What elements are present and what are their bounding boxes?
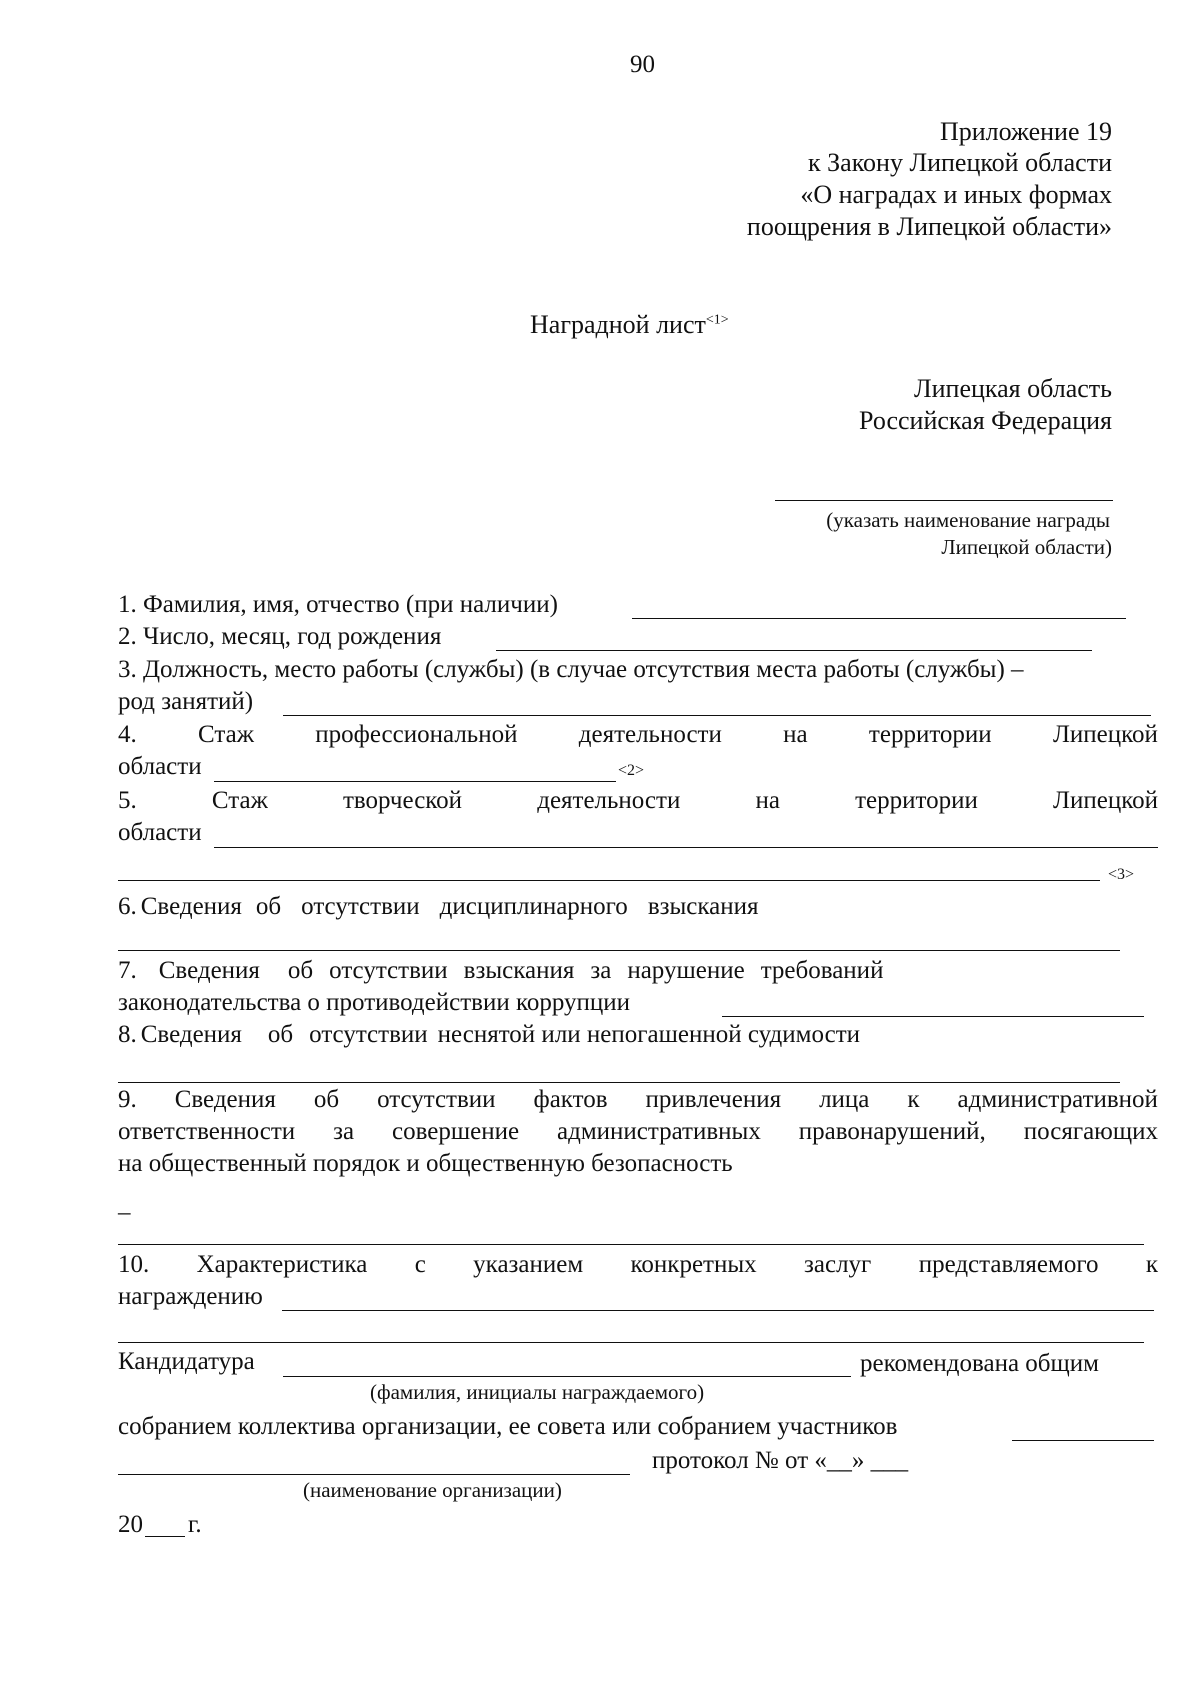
region-line-1: Липецкая область [913,374,1112,403]
item-10-word: указанием [473,1251,584,1278]
item-3-label: 3. Должность, место работы (службы) (в случае отсутствия места работы (службы) – [118,656,1024,683]
item-4-word: 4. [118,721,137,748]
item-5-word: 5. [118,787,137,814]
item-4-label [118,720,1158,750]
item-6-label [118,892,759,922]
item-4-word: деятельности [578,721,722,748]
year-suffix: г. [188,1511,202,1538]
item-10-word: 10. [118,1251,150,1278]
item-2-field[interactable] [496,650,1092,651]
item-9-word: лица [819,1086,870,1113]
item-9-dash: – [118,1199,131,1226]
item-9-word: фактов [533,1086,608,1113]
item-5-word: творческой [342,787,463,814]
item-7-word: об [287,957,314,984]
appendix-line-4: поощрения в Липецкой области» [746,212,1112,241]
year-field[interactable] [145,1536,185,1537]
item-5-field-2[interactable] [118,880,1100,881]
organization-field[interactable] [118,1474,630,1475]
item-5-label [118,786,1158,816]
item-5-word: Липецкой [1053,787,1158,814]
item-9-word: ответственности [118,1118,296,1145]
item-6-word: отсутствии [301,893,420,920]
item-7-word: отсутствии [329,957,448,984]
item-8-field[interactable] [118,1082,1120,1083]
item-8-label [118,1020,860,1050]
item-4-field[interactable] [214,781,616,782]
item-10-field-1[interactable] [282,1310,1154,1311]
item-7-field[interactable] [722,1016,1144,1017]
item-6-field[interactable] [118,950,1120,951]
item-8-word: отсутствии [309,1021,428,1048]
appendix-line-3: «О наградах и иных формах [800,180,1112,209]
item-7-word: за [590,957,612,984]
item-4-word: Стаж [198,721,254,748]
item-7-label-cont: законодательства о противодействии коррупции [118,989,631,1016]
item-9-field[interactable] [118,1244,1144,1245]
item-9-word: об [313,1086,340,1113]
item-7-label [118,956,883,986]
item-10-word: к [1145,1251,1158,1278]
item-9-label [118,1085,1158,1115]
item-4-label-cont: области [118,753,202,780]
item-3-field[interactable] [283,715,1151,716]
item-9-word: за [333,1118,355,1145]
appendix-line-1: Приложение 19 [939,117,1112,146]
item-5-footnote: <3> [1108,866,1135,883]
award-name-line[interactable] [775,500,1113,501]
item-9-word: правонарушений, [798,1118,986,1145]
candidate-name-field[interactable] [283,1376,851,1377]
item-10-word: заслуг [804,1251,872,1278]
item-9-word: отсутствии [377,1086,496,1113]
item-4-word: Липецкой [1052,721,1158,748]
item-6-word: Сведения [140,893,242,920]
item-2-label: 2. Число, месяц, год рождения [118,623,442,650]
item-5-word: деятельности [537,787,681,814]
title-footnote: <1> [705,312,729,328]
candidate-name-hint: (фамилия, инициалы награждаемого) [370,1380,705,1404]
item-4-word: профессиональной [315,721,518,748]
region-line-2: Российская Федерация [859,406,1112,435]
item-7-word: нарушение [627,957,745,984]
item-9-word: 9. [118,1086,137,1113]
item-9-word: совершение [392,1118,520,1145]
item-6-word: взыскания [647,893,759,920]
item-4-word: территории [868,721,992,748]
item-8-word: неснятой или непогашенной судимости [437,1021,860,1048]
award-hint-line-2: Липецкой области) [941,535,1112,559]
item-9-label-line-2 [118,1117,1158,1147]
item-9-word: привлечения [645,1086,782,1113]
item-9-word: административных [557,1118,761,1145]
candidate-meeting-field[interactable] [1012,1440,1154,1441]
item-6-word: дисциплинарного [439,893,628,920]
protocol-text: протокол № от «__» ___ [652,1447,909,1474]
item-4-word: на [783,721,808,748]
item-1-field[interactable] [632,618,1126,619]
item-8-word: Сведения [140,1021,242,1048]
item-9-word: административной [957,1086,1158,1113]
organization-hint: (наименование организации) [303,1478,562,1502]
appendix-line-2: к Закону Липецкой области [808,148,1112,177]
candidate-meeting-text: собранием коллектива организации, ее совета или собранием участников [118,1413,898,1440]
item-10-word: конкретных [630,1251,757,1278]
item-5-label-cont: области [118,819,202,846]
item-9-label-line-3: на общественный порядок и общественную безопасность [118,1150,733,1177]
item-10-word: Характеристика [196,1251,368,1278]
item-10-word: с [414,1251,426,1278]
item-6-word: об [255,893,282,920]
item-5-field-1[interactable] [214,847,1158,848]
item-3-label-cont: род занятий) [118,688,254,715]
item-9-word: к [907,1086,920,1113]
award-hint-line-1: (указать наименование награды [826,508,1110,532]
item-7-word: 7. [118,957,137,984]
candidate-label: Кандидатура [118,1348,255,1375]
item-4-footnote: <2> [618,762,645,779]
item-6-word: 6. [118,893,137,920]
page-number: 90 [630,51,655,78]
title-text: Наградной лист [530,310,706,339]
item-10-label-cont: награждению [118,1283,263,1310]
year-prefix: 20 [118,1511,143,1538]
item-10-field-2[interactable] [118,1342,1144,1343]
item-8-word: 8. [118,1021,137,1048]
item-5-word: Стаж [211,787,268,814]
item-8-word: об [267,1021,294,1048]
item-5-word: на [755,787,780,814]
item-9-word: посягающих [1023,1118,1158,1145]
item-7-word: Сведения [158,957,260,984]
candidate-recommended: рекомендована общим [860,1350,1099,1377]
item-10-label [118,1250,1158,1280]
item-5-word: территории [855,787,978,814]
item-10-word: представляемого [918,1251,1099,1278]
item-9-word: Сведения [174,1086,276,1113]
item-7-word: взыскания [463,957,575,984]
document-title [530,310,729,340]
item-1-label: 1. Фамилия, имя, отчество (при наличии) [118,591,558,618]
item-7-word: требований [760,957,884,984]
